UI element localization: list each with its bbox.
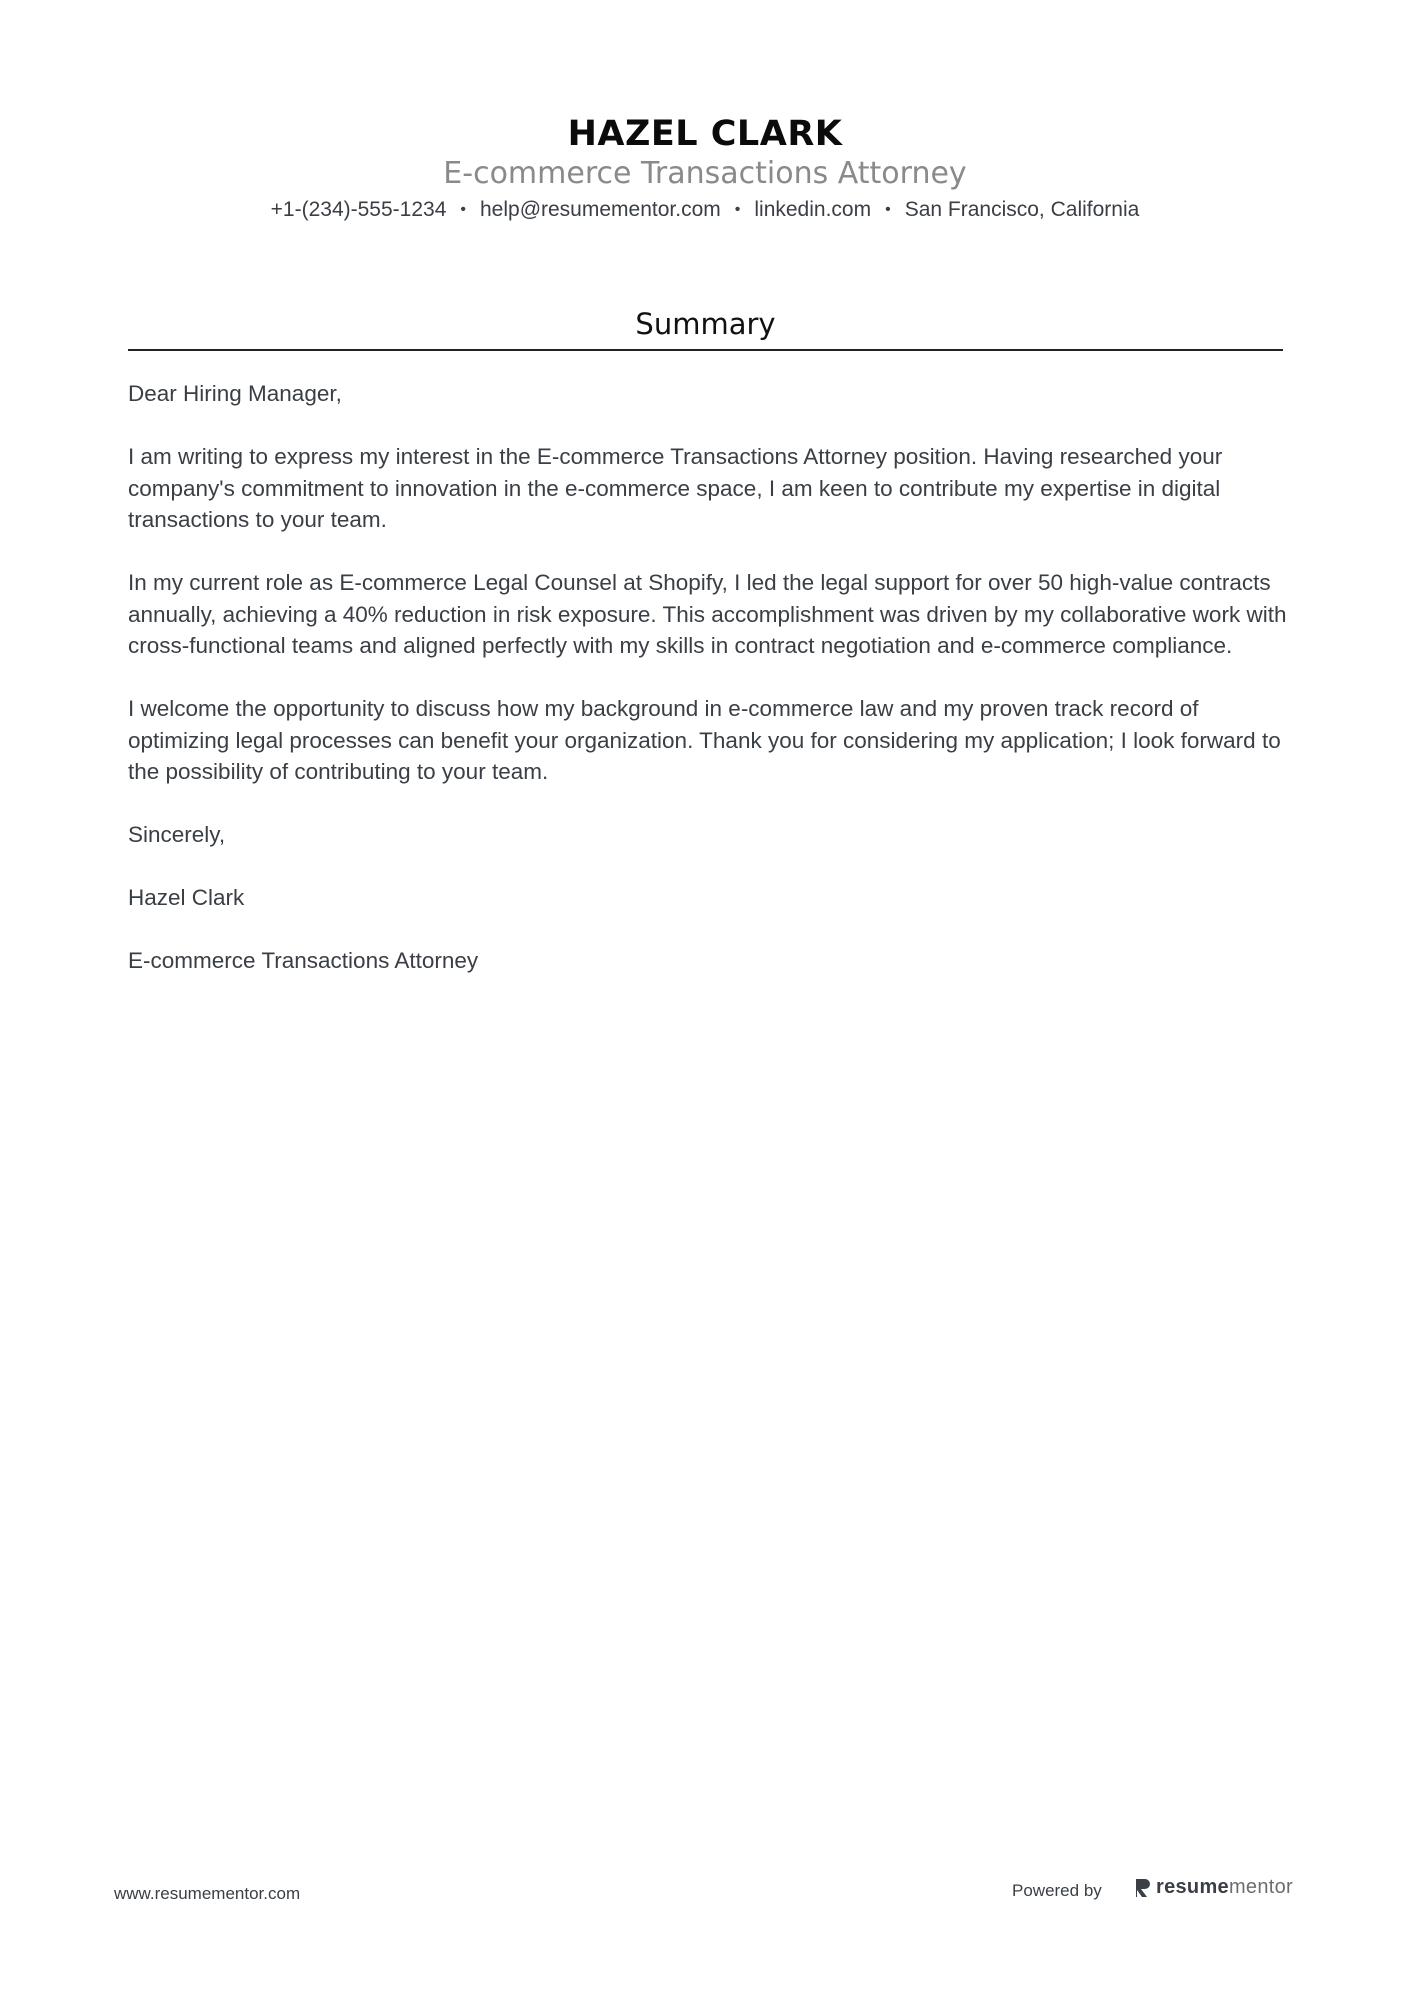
section-divider <box>128 349 1283 351</box>
letter-paragraph-2: In my current role as E-commerce Legal Counsel at Shopify, I led the legal support for over 50 high-value contracts annually, achieving a 40% reduction in risk exposure. This accomplishment was driven by my collaborative work with cross-functional teams and aligned perfectly with my skills in contract negotiation and e-commerce compliance. <box>128 570 1287 658</box>
contact-separator: • <box>885 201 891 218</box>
candidate-name: HAZEL CLARK <box>567 114 843 154</box>
letter-greeting: Dear Hiring Manager, <box>128 381 342 406</box>
contact-separator: • <box>460 201 466 218</box>
section-title-summary: Summary <box>635 307 776 341</box>
resumementor-logo-icon <box>1134 1877 1152 1899</box>
candidate-role: E-commerce Transactions Attorney <box>443 156 967 191</box>
contact-line <box>0 196 1410 224</box>
brand-logo[interactable] <box>1134 1876 1293 1899</box>
contact-separator: • <box>734 201 741 218</box>
contact-email: help@resumementor.com <box>479 198 721 221</box>
letter-paragraph-3: I welcome the opportunity to discuss how my background in e-commerce law and my proven track record of optimizing legal processes can benefit your organization. Thank you for considering my application; I look forward to the possibility of contributing to your team. <box>128 696 1281 784</box>
letter-body <box>128 378 1288 1008</box>
header <box>0 112 1410 224</box>
letter-paragraph-1: I am writing to express my interest in the E-commerce Transactions Attorney position. Having researched your company's commitment to innovation in the e-commerce space, I am keen to contribute my expertise in digital transactions to your team. <box>128 444 1223 532</box>
signature-name: Hazel Clark <box>128 885 245 910</box>
brand-wordmark-light: mentor <box>1228 1876 1293 1898</box>
contact-linkedin: linkedin.com <box>754 198 872 221</box>
signature-title: E-commerce Transactions Attorney <box>128 948 479 973</box>
contact-location: San Francisco, California <box>904 198 1140 221</box>
brand-wordmark-bold: resume <box>1156 1876 1229 1898</box>
letter-closing: Sincerely, <box>128 822 226 847</box>
powered-by-label: Powered by <box>1012 1881 1102 1900</box>
footer-website-link[interactable]: www.resumementor.com <box>114 1884 301 1903</box>
contact-phone: +1-(234)-555-1234 <box>270 198 447 221</box>
brand-wordmark <box>1156 1876 1293 1899</box>
